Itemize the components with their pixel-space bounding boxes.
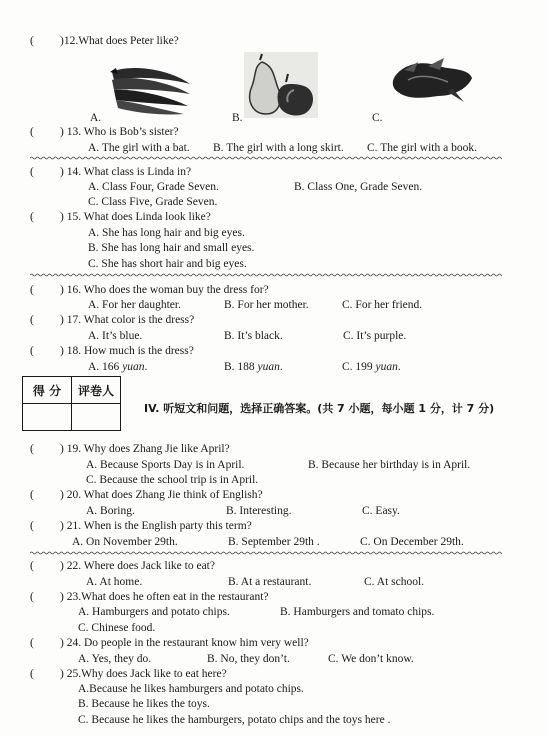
question-15: ) 15. What does Linda look like? [60,211,211,223]
answer-blank-24[interactable]: ( [30,637,34,649]
question-25: ) 25.Why does Jack like to eat here? [60,668,227,680]
option-13-a[interactable]: A. The girl with a bat. [88,142,190,154]
question-20: ) 20. What does Zhang Jie think of English? [60,489,263,501]
grader-label: 评卷人 [72,377,121,404]
question-13: ) 13. Who is Bob’s sister? [60,126,179,138]
question-16: ) 16. Who does the woman buy the dress for? [60,284,269,296]
answer-blank-25[interactable]: ( [30,668,34,680]
option-15-b[interactable]: B. She has long hair and small eyes. [88,242,255,254]
answer-blank-15[interactable]: ( [30,211,34,223]
option-21-a[interactable]: A. On November 29th. [72,536,178,548]
score-label: 得 分 [23,377,72,404]
section-divider [30,551,502,555]
option-12-a[interactable]: A. [90,112,102,124]
answer-blank-14[interactable]: ( [30,166,34,178]
answer-blank-20[interactable]: ( [30,489,34,501]
option-14-a[interactable]: A. Class Four, Grade Seven. [88,181,219,193]
option-19-c[interactable]: C. Because the school trip is in April. [86,474,259,486]
option-12-b[interactable]: B. [232,112,243,124]
option-14-c[interactable]: C. Class Five, Grade Seven. [88,196,218,208]
option-17-c[interactable]: C. It’s purple. [343,330,407,342]
option-18-c[interactable]: C. 199 yuan. [342,361,401,373]
answer-blank-13[interactable]: ( [30,126,34,138]
pears-icon [244,52,318,118]
question-12: )12.What does Peter like? [60,35,179,47]
answer-blank-12[interactable]: ( [30,35,34,47]
option-22-b[interactable]: B. At a restaurant. [228,576,312,588]
question-21: ) 21. When is the English party this term? [60,520,252,532]
option-21-c[interactable]: C. On December 29th. [360,536,464,548]
question-22: ) 22. Where does Jack like to eat? [60,560,215,572]
option-16-c[interactable]: C. For her friend. [342,299,423,311]
option-19-b[interactable]: B. Because her birthday is in April. [308,459,471,471]
score-cell[interactable] [23,404,72,431]
section-4-heading: IV. 听短文和问题，选择正确答案。(共 7 小题，每小题 1 分，计 7 分) [144,402,495,415]
option-17-b[interactable]: B. It’s black. [224,330,283,342]
option-24-a[interactable]: A. Yes, they do. [78,653,152,665]
answer-blank-21[interactable]: ( [30,520,34,532]
answer-blank-16[interactable]: ( [30,284,34,296]
option-18-a[interactable]: A. 166 yuan. [88,361,148,373]
answer-blank-22[interactable]: ( [30,560,34,572]
option-13-b[interactable]: B. The girl with a long skirt. [213,142,344,154]
option-22-a[interactable]: A. At home. [86,576,143,588]
vegetables-icon [388,56,474,106]
answer-blank-17[interactable]: ( [30,314,34,326]
option-18-b[interactable]: B. 188 yuan. [224,361,283,373]
grader-cell[interactable] [72,404,121,431]
option-15-c[interactable]: C. She has short hair and big eyes. [88,258,247,270]
bananas-icon [108,60,194,118]
option-22-c[interactable]: C. At school. [364,576,425,588]
option-13-c[interactable]: C. The girl with a book. [367,142,477,154]
answer-blank-18[interactable]: ( [30,345,34,357]
question-24: ) 24. Do people in the restaurant know him very well? [60,637,309,649]
option-21-b[interactable]: B. September 29th . [228,536,320,548]
question-19: ) 19. Why does Zhang Jie like April? [60,443,230,455]
option-25-a[interactable]: A.Because he likes hamburgers and potato chips. [78,683,304,695]
option-20-c[interactable]: C. Easy. [362,505,400,517]
section-divider [30,273,502,277]
section-divider [30,156,502,160]
option-25-b[interactable]: B. Because he likes the toys. [78,698,210,710]
option-12-c[interactable]: C. [372,112,383,124]
option-17-a[interactable]: A. It’s blue. [88,330,143,342]
score-box [22,376,121,431]
option-24-b[interactable]: B. No, they don’t. [207,653,290,665]
answer-blank-23[interactable]: ( [30,591,34,603]
question-23: ) 23.What does he often eat in the restaurant? [60,591,269,603]
option-20-a[interactable]: A. Boring. [86,505,135,517]
question-14: ) 14. What class is Linda in? [60,166,192,178]
option-14-b[interactable]: B. Class One, Grade Seven. [294,181,423,193]
question-17: ) 17. What color is the dress? [60,314,195,326]
option-25-c[interactable]: C. Because he likes the hamburgers, potato chips and the toys here . [78,714,391,726]
option-24-c[interactable]: C. We don’t know. [328,653,414,665]
option-23-b[interactable]: B. Hamburgers and tomato chips. [280,606,435,618]
option-15-a[interactable]: A. She has long hair and big eyes. [88,227,245,239]
option-19-a[interactable]: A. Because Sports Day is in April. [86,459,245,471]
option-23-c[interactable]: C. Chinese food. [78,622,156,634]
option-16-b[interactable]: B. For her mother. [224,299,309,311]
question-18: ) 18. How much is the dress? [60,345,194,357]
option-23-a[interactable]: A. Hamburgers and potato chips. [78,606,230,618]
option-20-b[interactable]: B. Interesting. [226,505,292,517]
answer-blank-19[interactable]: ( [30,443,34,455]
option-16-a[interactable]: A. For her daughter. [88,299,181,311]
